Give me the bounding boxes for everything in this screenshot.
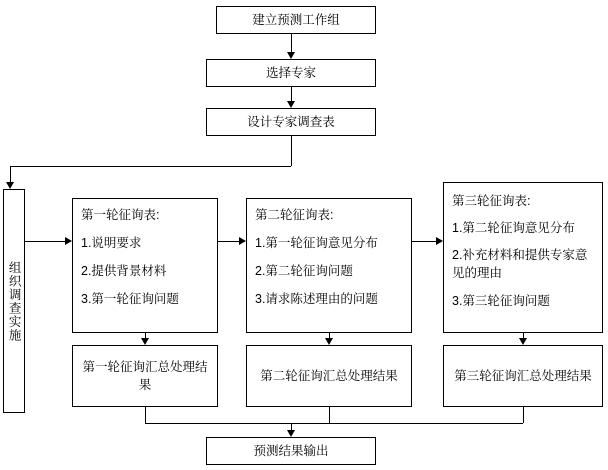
connector-to-organize <box>10 166 11 182</box>
connector-select-to-design <box>291 87 292 101</box>
node-result3-label: 第三轮征询汇总处理结果 <box>454 368 592 383</box>
node-output <box>206 437 376 465</box>
node-round1 <box>72 198 218 333</box>
node-round1-item-3: 3.第一轮征询问题 <box>81 292 179 307</box>
connector-design-left <box>10 166 291 167</box>
node-organize-label: 组织调查实施 <box>7 260 22 342</box>
node-round1-title: 第一轮征询表: <box>81 208 160 222</box>
connector-round2-to-round3 <box>412 241 436 242</box>
arrowhead-round3-to-result3 <box>519 338 527 345</box>
connector-organize-to-round1 <box>25 241 65 242</box>
node-output-label: 预测结果输出 <box>253 443 329 458</box>
node-round3-title: 第三轮征询表: <box>452 194 531 208</box>
node-round1-item-1: 1.说明要求 <box>81 236 142 251</box>
node-select-experts <box>206 59 376 87</box>
node-start-label: 建立预测工作组 <box>252 12 340 27</box>
node-result1 <box>72 345 218 407</box>
arrowhead-organize-to-round1 <box>65 237 72 245</box>
node-result2-label: 第二轮征询汇总处理结果 <box>260 368 398 383</box>
arrowhead-to-organize <box>6 182 14 189</box>
node-round3-item-3: 3.第三轮征询问题 <box>452 293 550 308</box>
node-start <box>216 6 376 34</box>
node-result1-label: 第一轮征询汇总处理结果 <box>82 359 208 392</box>
connector-result2-down <box>329 407 330 423</box>
connector-design-down <box>291 136 292 166</box>
arrowhead-round1-to-round2 <box>239 237 246 245</box>
node-round2-title: 第二轮征询表: <box>255 208 334 222</box>
arrowhead-round2-to-round3 <box>436 237 443 245</box>
connector-result-to-output <box>291 423 523 424</box>
arrowhead-start-to-select <box>287 52 295 59</box>
node-round3-item-1: 1.第二轮征询意见分布 <box>452 221 575 236</box>
node-result2 <box>246 345 412 407</box>
arrowhead-round2-to-result2 <box>325 338 333 345</box>
connector-round1-to-round2 <box>218 241 239 242</box>
arrowhead-to-output <box>287 430 295 437</box>
node-round1-item-2: 2.提供背景材料 <box>81 264 167 279</box>
arrowhead-select-to-design <box>287 101 295 108</box>
connector-output-stem <box>291 423 292 430</box>
node-round2-item-1: 1.第一轮征询意见分布 <box>255 236 378 251</box>
connector-result1-right <box>145 423 291 424</box>
node-design-form <box>206 108 376 136</box>
connector-result1-down <box>145 407 146 423</box>
node-round2-item-2: 2.第二轮征询问题 <box>255 264 353 279</box>
arrowhead-round1-to-result1 <box>141 338 149 345</box>
node-round3-item-2: 2.补充材料和提供专家意见的理由 <box>452 248 588 281</box>
node-round2-item-3: 3.请求陈述理由的问题 <box>255 292 378 307</box>
node-design-form-label: 设计专家调查表 <box>247 114 335 129</box>
node-select-experts-label: 选择专家 <box>265 65 316 80</box>
node-round3 <box>443 182 603 333</box>
node-round2 <box>246 198 412 333</box>
node-result3 <box>443 345 603 407</box>
node-organize <box>3 189 25 413</box>
connector-result3-down <box>523 407 524 423</box>
connector-start-to-select <box>291 34 292 52</box>
